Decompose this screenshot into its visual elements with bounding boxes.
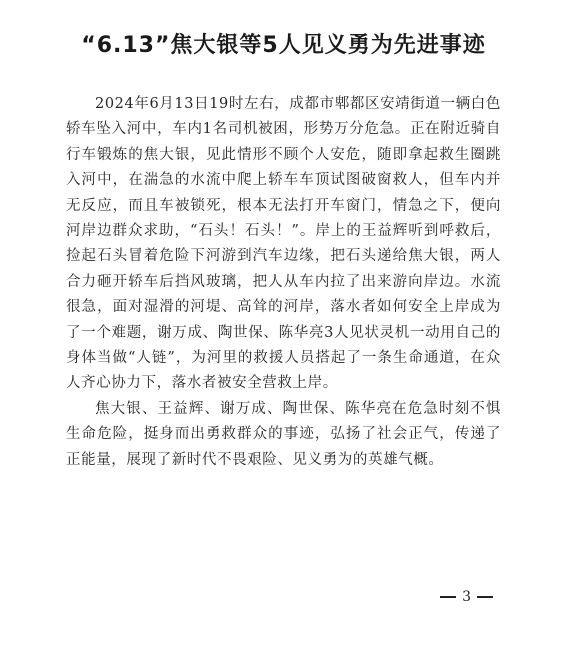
- page-number-right-dash: [477, 596, 493, 598]
- document-body: [66, 92, 501, 473]
- page-number-left-dash: [440, 596, 456, 598]
- page-number: [440, 589, 493, 605]
- page-number-value: 3: [462, 589, 471, 605]
- document-title: “6.13”焦大银等5人见义勇为先进事迹: [81, 33, 486, 58]
- paragraph-1: 2024年6月13日19时左右，成都市郫都区安靖街道一辆白色轿车坠入河中，车内1名司机被困，形势万分危急。正在附近骑自行车锻炼的焦大银，见此情形不顾个人安危，随即拿起救生圈跳入河中，在湍急的水流中爬上轿车车顶试图破窗救人，但车内并无反应，而且车被锁死，根本无法打开车窗门，情急之下，便向河岸边群众求助，“石头！石头！”。岸上的王益辉听到呼救后，捡起石头冒着危险下河游到汽车边缘，把石头递给焦大银，两人合力砸开轿车后挡风玻璃，把人从车内拉了出来游向岸边。水流很急，面对湿滑的河堤、高耸的河岸，落水者如何安全上岸成为了一个难题，谢万成、陶世保、陈华亮3人见状灵机一动用自己的身体当做“人链”，为河里的救援人员搭起了一条生命通道，在众人齐心协力下，落水者被安全营救上岸。: [66, 96, 501, 392]
- paragraph-2: 焦大银、王益辉、谢万成、陶世保、陈华亮在危急时刻不惧生命危险，挺身而出勇救群众的事迹，弘扬了社会正气，传递了正能量，展现了新时代不畏艰险、见义勇为的英雄气概。: [66, 400, 501, 468]
